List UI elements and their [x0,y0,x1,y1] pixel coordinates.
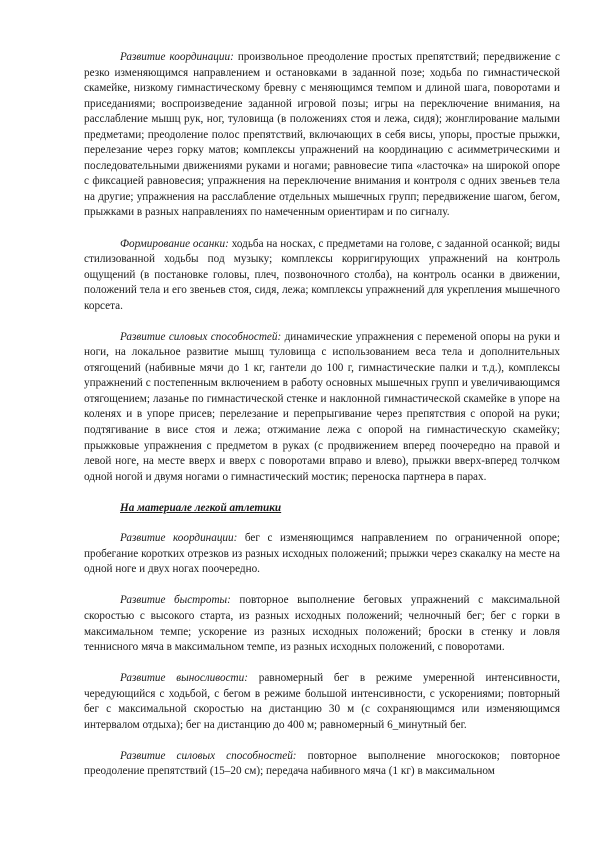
paragraph-athletics-strength [84,749,560,780]
paragraph-athletics-speed [84,593,560,655]
paragraph-heading: Развитие координации: [120,51,234,63]
paragraph-heading: Развитие силовых способностей: [120,749,297,762]
paragraph-athletics-endurance [84,671,560,733]
section-title: На материале легкой атлетики [120,501,282,514]
paragraph-text: бег с изменяющимся направлением по ограниченной опоре; пробегание коротких отрезков из разных исходных положений; прыжки через скакалку на месте на одной ноге и двух ногах поочередно. [84,532,560,576]
paragraph-text: произвольное преодоление простых препятствий; передвижение с резко изменяющимся направлением и остановками в заданной позе; ходьба по гимнастической скамейке, низкому гимнастическому бревну с меняющимся темпом и длиной шага, поворотами и приседаниями; воспроизведение заданной игровой позы; игры на переключение внимания, на расслабление мышц рук, ног, туловища (в положениях стоя и лежа, сидя); жонглирование малыми предметами; преодоление полос препятствий, включающих в себя висы, упоры, простые прыжки, перелезание через горку матов; комплексы упражнений на координацию с асимметрическими и последовательными движениями руками и ногами; равновесие типа «ласточка» на широкой опоре с фиксацией равновесия; упражнения на переключение внимания и контроля с одних звеньев тела на другие; упражнения на расслабление отдельных мышечных групп; передвижение шагом, бегом, прыжками в разных направлениях по намеченным ориентирам и по сигналу. [84,51,560,219]
paragraph-text: ходьба на носках, с предметами на голове, с заданной осанкой; виды стилизованной ходьбы под музыку; комплексы корригирующих упражнений на контроль ощущений (в постановке головы, плеч, позвоночного столба), на контроль осанки в движении, положений тела и его звеньев стоя, сидя, лежа; комплексы упражнений для укрепления мышечного корсета. [84,237,560,312]
paragraph-posture [84,237,560,315]
paragraph-text: динамические упражнения с переменой опоры на руки и ноги, на локальное развитие мышц туловища с использованием веса тела и дополнительных отягощений (набивные мячи до 1 кг, гантели до 100 г, гимнастические палки и т.д.), комплексы упражнений с постепенным включением в работу основных мышечных групп и увеличивающимся отягощением; лазанье по гимнастической стенке и наклонной гимнастической скамейке в упоре на коленях и в упоре присев; перелезание и перепрыгивание через препятствия с опорой на руки; подтягивание в висе стоя и лежа; отжимание лежа с опорой на гимнастическую скамейку; прыжковые упражнения с предметом в руках (с продвижением вперед поочередно на правой и левой ноге, на месте вверх и вверх с поворотами вправо и влево), прыжки вверх-вперед толчком одной ногой и двумя ногами о гимнастический мостик; переноска партнера в парах. [84,330,560,483]
document-page [84,50,560,780]
paragraph-text: повторное выполнение беговых упражнений с максимальной скоростью с высокого старта, из разных исходных положений; челночный бег; бег с горки в максимальном темпе; ускорение из разных исходных положений; броски в стенку и ловля теннисного мяча в максимальном темпе, из разных исходных положений, с поворотами. [84,594,560,654]
paragraph-strength [84,330,560,485]
paragraph-text: равномерный бег в режиме умеренной интенсивности, чередующийся с ходьбой, с бегом в режиме большой интенсивности, с ускорениями; повторный бег с максимальной скоростью на дистанцию 30 м (с сохраняющимся или изменяющимся интервалом отдыха); бег на дистанцию до 400 м; равномерный 6_минутный бег. [84,672,560,731]
paragraph-heading: Развитие силовых способностей: [120,330,282,343]
paragraph-heading: Развитие координации: [120,532,238,545]
paragraph-heading: Развитие выносливости: [120,672,248,685]
paragraph-coordination [84,50,560,221]
paragraph-heading: Формирование осанки: [120,237,229,250]
paragraph-text: повторное выполнение многоскоков; повторное преодоление препятствий (15–20 см); передача набивного мяча (1 кг) в максимальном [84,749,560,778]
paragraph-athletics-coordination [84,531,560,578]
paragraph-heading: Развитие быстроты: [120,594,231,607]
